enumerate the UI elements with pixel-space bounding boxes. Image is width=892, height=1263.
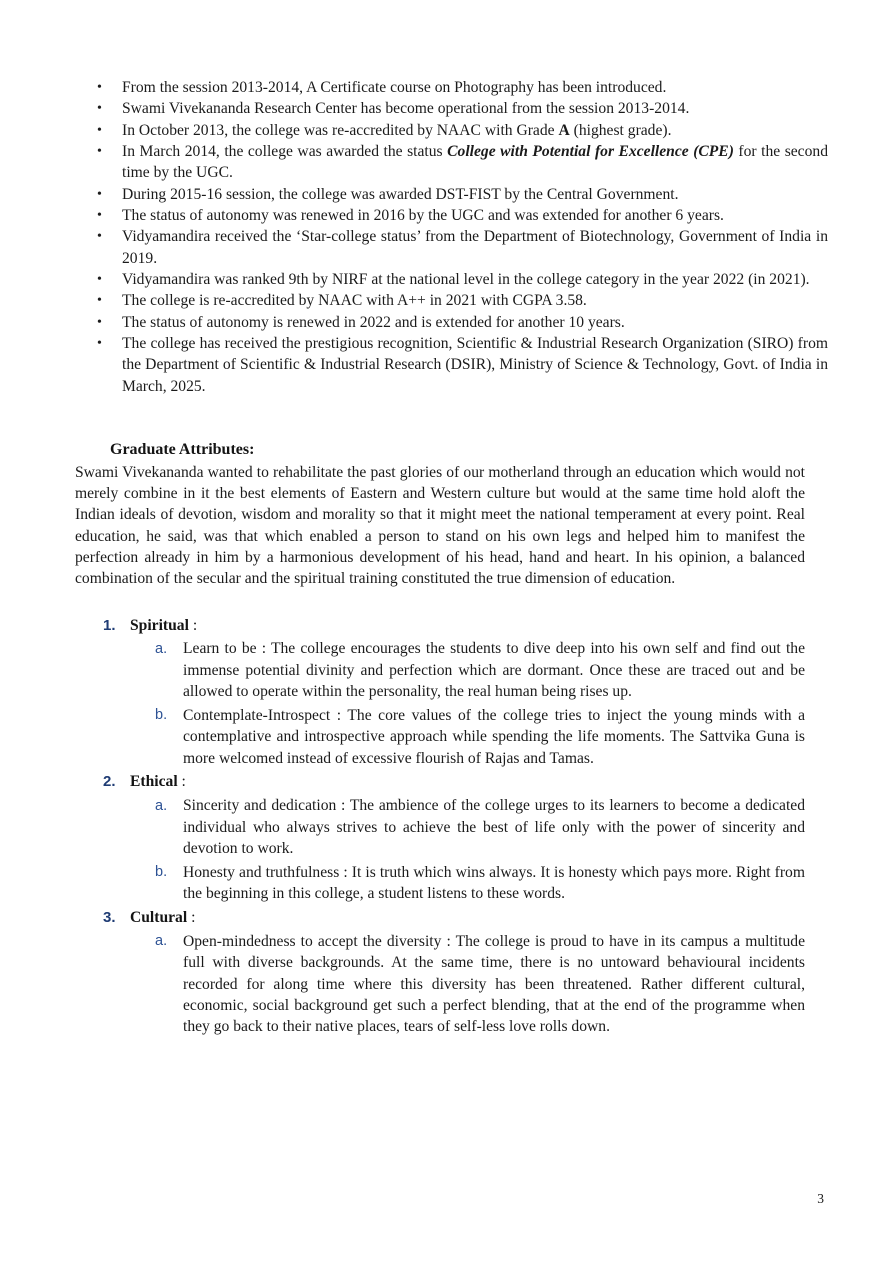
text-segment: During 2015-16 session, the college was awarded DST-FIST by the Central Government. xyxy=(122,185,679,203)
text-segment: (highest grade). xyxy=(569,121,672,139)
achievement-list-item xyxy=(75,141,828,184)
attribute-sub-item xyxy=(75,862,805,905)
sub-item-text: Open-mindedness to accept the diversity : The college is proud to have in its campus a multitude full with diverse backgrounds. At the same time, there is no untoward behavioural incidents recorded for along time where this diversity has been threatened. Rather different cultural, economic, social background get such a perfect blending, that at the end of the programme when they go back to their native places, tears of self-less love rolls down. xyxy=(183,932,805,1036)
graduate-attributes-intro: Swami Vivekananda wanted to rehabilitate the past glories of our motherland through an education which would not merely combine in it the best elements of Eastern and Western culture but would at the same time hold aloft the Indian ideals of devotion, wisdom and morality so that it might meet the national temperament at every point. Real education, he said, was that which enabled a person to stand on his own legs and helped him to manifest the perfection already in him by a harmonious development of his head, hand and heart. In his opinion, a balanced combination of the secular and the spiritual training constituted the true dimension of education. xyxy=(75,463,805,588)
section-title-colon: : xyxy=(187,909,196,927)
sub-item-text: Learn to be : The college encourages the students to dive deep into his own self and find out the immense potential divinity and perfection which are dormant. Once these are traced out and be allowed to operate within the personality, the real human being rises up. xyxy=(183,640,805,701)
bullet-marker-icon: • xyxy=(97,336,102,352)
attribute-sub-item xyxy=(75,795,805,859)
bullet-marker-icon: • xyxy=(97,229,102,245)
text-segment: In October 2013, the college was re-accredited by NAAC with Grade xyxy=(122,121,559,139)
achievement-text xyxy=(122,314,625,331)
section-title: Cultural xyxy=(130,909,188,927)
achievement-list-item xyxy=(75,205,828,226)
text-segment: Vidyamandira was ranked 9th by NIRF at the national level in the college category in the year 2022 (in 2021). xyxy=(122,271,810,289)
sub-item-text: Contemplate-Introspect : The core values of the college tries to inject the young minds with a contemplative and introspective approach while spending the life moments. The Sattvika Guna is more welcomed instead of excessive flourish of Rajas and Tamas. xyxy=(183,706,805,767)
section-title-colon: : xyxy=(177,773,186,791)
achievement-text xyxy=(122,122,672,139)
text-segment: for the second time by the UGC. xyxy=(122,143,828,182)
text-segment: The status of autonomy was renewed in 2016 by the UGC and was extended for another 6 years. xyxy=(122,207,724,225)
achievement-text xyxy=(122,79,666,96)
achievement-text xyxy=(122,100,689,117)
sub-item-text: Sincerity and dedication : The ambience of the college urges to its learners to become a dedicated individual who always strives to achieve the best of life only with the power of sincerity and devotion to work. xyxy=(183,797,805,857)
achievements-list xyxy=(75,77,828,397)
text-segment: From the session 2013-2014, A Certificate course on Photography has been introduced. xyxy=(122,79,667,96)
sub-item-text: Honesty and truthfulness : It is truth which wins always. It is honesty which pays more. Right from the beginning in this college, a student listens to these words. xyxy=(183,863,805,903)
attribute-sub-item xyxy=(75,705,805,769)
page-number: 3 xyxy=(817,1191,824,1206)
achievement-text xyxy=(122,143,828,181)
bullet-marker-icon: • xyxy=(97,186,102,202)
achievement-text xyxy=(122,228,828,266)
achievement-list-item xyxy=(75,184,828,205)
bullet-marker-icon: • xyxy=(97,122,102,138)
graduate-attributes-heading: Graduate Attributes: xyxy=(110,441,255,459)
sub-item-letter: b. xyxy=(155,707,168,724)
bullet-marker-icon: • xyxy=(97,144,102,160)
text-segment: A xyxy=(558,121,570,139)
attribute-sub-item xyxy=(75,638,805,702)
achievement-list-item xyxy=(75,98,828,119)
section-title: Ethical xyxy=(130,773,178,791)
bullet-marker-icon: • xyxy=(97,293,102,309)
bullet-marker-icon: • xyxy=(97,314,102,330)
achievement-list-item xyxy=(75,290,828,311)
sub-item-letter: a. xyxy=(155,640,168,657)
text-segment: Vidyamandira received the ‘Star-college status’ from the Department of Biotechnology, Government of India in 2019. xyxy=(122,228,828,267)
bullet-marker-icon: • xyxy=(97,208,102,224)
text-segment: In March 2014, the college was awarded the status xyxy=(122,143,448,161)
bullet-marker-icon: • xyxy=(97,101,102,117)
sub-item-letter: b. xyxy=(155,864,168,881)
sub-item-letter: a. xyxy=(155,797,168,814)
achievement-text xyxy=(122,292,587,309)
section-number: 3. xyxy=(103,909,116,927)
bullet-marker-icon: • xyxy=(97,80,102,95)
achievement-list-item xyxy=(75,312,828,333)
attribute-sub-item xyxy=(75,931,805,1038)
section-title: Spiritual xyxy=(130,616,189,634)
bullet-marker-icon: • xyxy=(97,272,102,288)
attributes-sections xyxy=(75,615,805,1038)
achievement-text xyxy=(122,335,828,395)
sub-item-letter: a. xyxy=(155,933,168,950)
text-segment: The status of autonomy is renewed in 2022 and is extended for another 10 years. xyxy=(122,313,625,331)
achievement-list-item xyxy=(75,333,828,397)
section-number: 1. xyxy=(103,616,116,634)
achievement-text xyxy=(122,207,724,224)
achievement-list-item xyxy=(75,226,828,269)
achievement-list-item xyxy=(75,120,828,141)
attribute-section-header xyxy=(75,907,805,928)
text-segment: The college has received the prestigious recognition, Scientific & Industrial Research Organization (SIRO) from the Department of Scientific & Industrial Research (DSIR), Ministry of Science & Technology, Govt. of India in March, 2025. xyxy=(122,335,828,395)
text-segment: Swami Vivekananda Research Center has become operational from the session 2013-2014. xyxy=(122,100,690,118)
achievement-text xyxy=(122,186,679,203)
achievement-list-item xyxy=(75,77,828,98)
achievement-text xyxy=(122,271,810,288)
attribute-section-header xyxy=(75,771,805,792)
section-title-colon: : xyxy=(188,616,198,634)
attribute-section-header xyxy=(75,615,805,636)
achievement-list-item xyxy=(75,269,828,290)
text-segment: The college is re-accredited by NAAC with A++ in 2021 with CGPA 3.58. xyxy=(122,292,587,310)
section-number: 2. xyxy=(103,773,116,791)
text-segment: College with Potential for Excellence (CPE) xyxy=(447,143,734,161)
